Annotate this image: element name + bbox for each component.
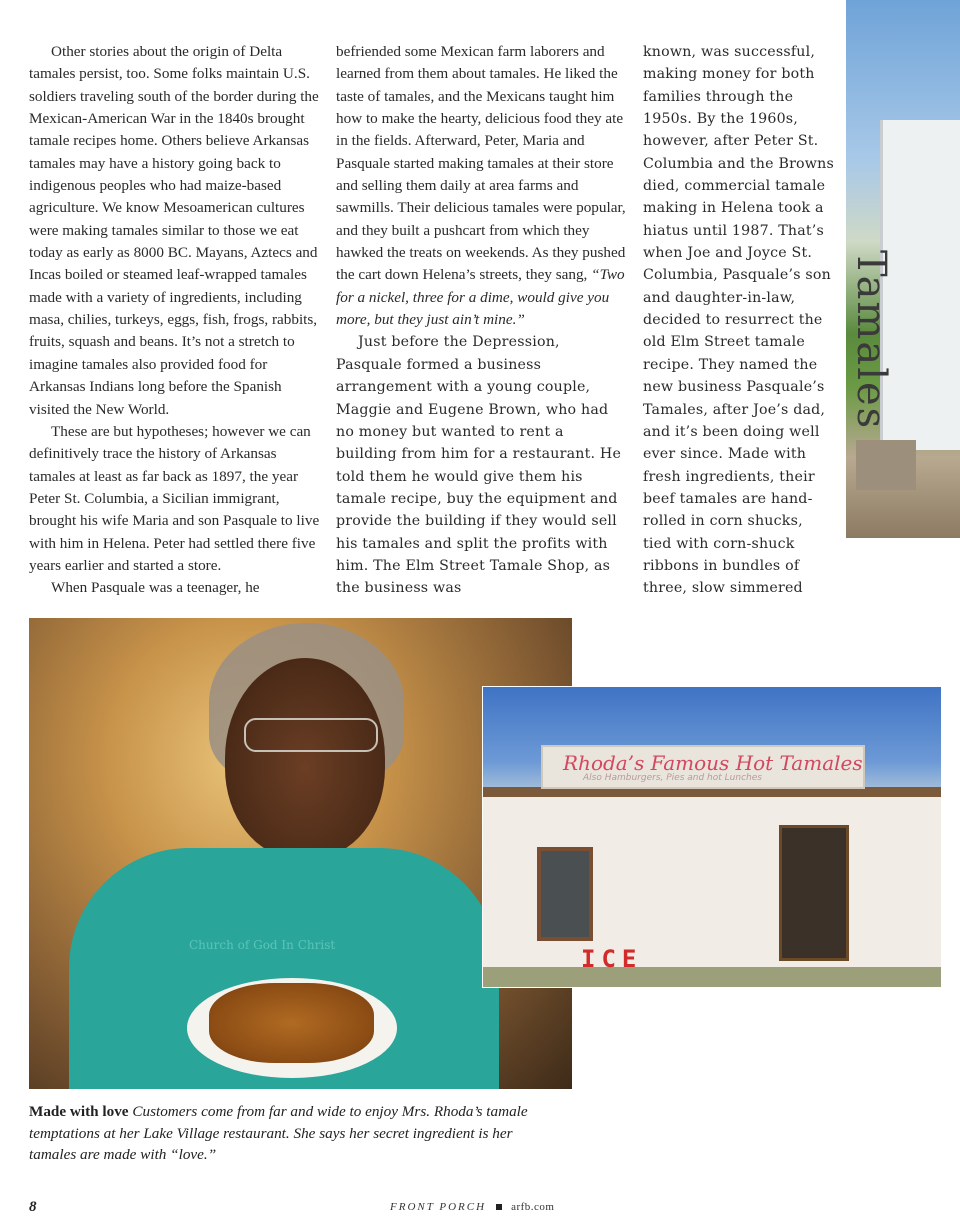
glasses <box>244 718 378 752</box>
paragraph: When Pasquale was a teenager, he <box>51 579 260 597</box>
photo-caption <box>29 1101 559 1166</box>
shirt-text: Church of God In Christ <box>189 938 336 952</box>
face <box>225 658 385 858</box>
paragraph: Other stories about the origin of Delta tamales persist, too. Some folks maintain U.S. soldiers traveling south of the border during the Mexican-American War in the 1840s brought tamale recipes home. Others believe Arkansas tamales may have a history going back to indigenous peoples who had maize-based agriculture. We know Mesoamerican cultures were making tamales similar to those we eat today as early as 8000 BC. Mayans, Aztecs and Incas boiled or steamed leaf-wrapped tamales made with a variety of ingredients, including masa, chilies, turkeys, eggs, fish, frogs, rabbits, fruits, squash and beans. It’s not a stretch to imagine tamales also provided food for Arkansas Indians long before the Spanish visited the New World. <box>29 43 319 418</box>
shop-sign-subtext: Also Hamburgers, Pies and hot Lunches <box>583 773 762 783</box>
rhodas-shop-photo <box>482 686 942 988</box>
ground <box>483 967 941 987</box>
paragraph: These are but hypotheses; however we can definitively trace the history of Arkansas tamales at least as far back as 1897, the year Peter St. Columbia, a Sicilian immigrant, brought his wife Maria and son Pasquale to live with him in Helena. Peter had settled there five years earlier and started a store. <box>29 422 320 574</box>
magazine-name: FRONT PORCH <box>390 1201 487 1213</box>
website-link[interactable]: arfb.com <box>511 1201 555 1213</box>
shop-door <box>779 825 849 961</box>
shop-window <box>537 847 593 941</box>
shop-sign-text: Rhoda’s Famous Hot Tamales <box>563 751 863 775</box>
truck-lettering: Tamales <box>848 250 894 431</box>
caption-lead: Made with love <box>29 1103 129 1120</box>
article-column-2 <box>336 41 628 600</box>
paragraph <box>336 41 628 331</box>
page-number: 8 <box>29 1199 37 1215</box>
paragraph: known, was successful, making money for both families through the 1950s. By the 1960s, however, after Peter St. Columbia and the Browns died, commercial tamale making in Helena took a hiatus until 1987. That’s when Joe and Joyce St. Columbia, Pasquale’s son and daughter-in-law, decided to resurrect the old Elm Street tamale recipe. They named the new business Pasquale’s Tamales, after Joe’s dad, and it’s been doing well ever since. Made with fresh ingredients, their beef tamales are hand-rolled in corn shucks, tied with corn-shuck ribbons in bundles of three, slow simmered <box>643 44 834 597</box>
pushcart-song-quote: “Two for a nickel, three for a dime, would give you more, but they just ain’t mine.” <box>336 266 625 329</box>
tamales <box>209 983 374 1063</box>
paragraph-text: befriended some Mexican farm laborers and learned from them about tamales. He liked the taste of tamales, and the Mexicans taught him how to make the hearty, delicious food they ate in the fields. Afterward, Peter, Maria and Pasquale started making tamales at their store and selling them daily at area farms and sawmills. Their delicious tamales were popular, and they built a pushcart from which they hawked the treats on weekends. As they pushed the cart down Helena’s streets, they sang, <box>336 43 626 284</box>
ice-sign: ICE <box>581 945 643 973</box>
tamale-truck-photo <box>846 0 960 538</box>
caption-body: Customers come from far and wide to enjoy Mrs. Rhoda’s tamale temptations at her Lake Village restaurant. She says her secret ingredient is her tamales are made with “love.” <box>29 1103 528 1163</box>
article-column-3 <box>643 41 835 600</box>
page-footer <box>390 1201 554 1213</box>
shop-sign <box>541 745 865 789</box>
paragraph: Just before the Depression, Pasquale formed a business arrangement with a young couple, Maggie and Eugene Brown, who had no money but wanted to rent a building from him for a restaurant. He told them he would give them his tamale recipe, buy the equipment and provide the building if they would sell his tamales and split the profits with him. The Elm Street Tamale Shop, as the business was <box>336 334 622 597</box>
truck-step <box>856 440 916 490</box>
separator-square-icon <box>496 1204 502 1210</box>
article-column-1 <box>29 41 321 600</box>
